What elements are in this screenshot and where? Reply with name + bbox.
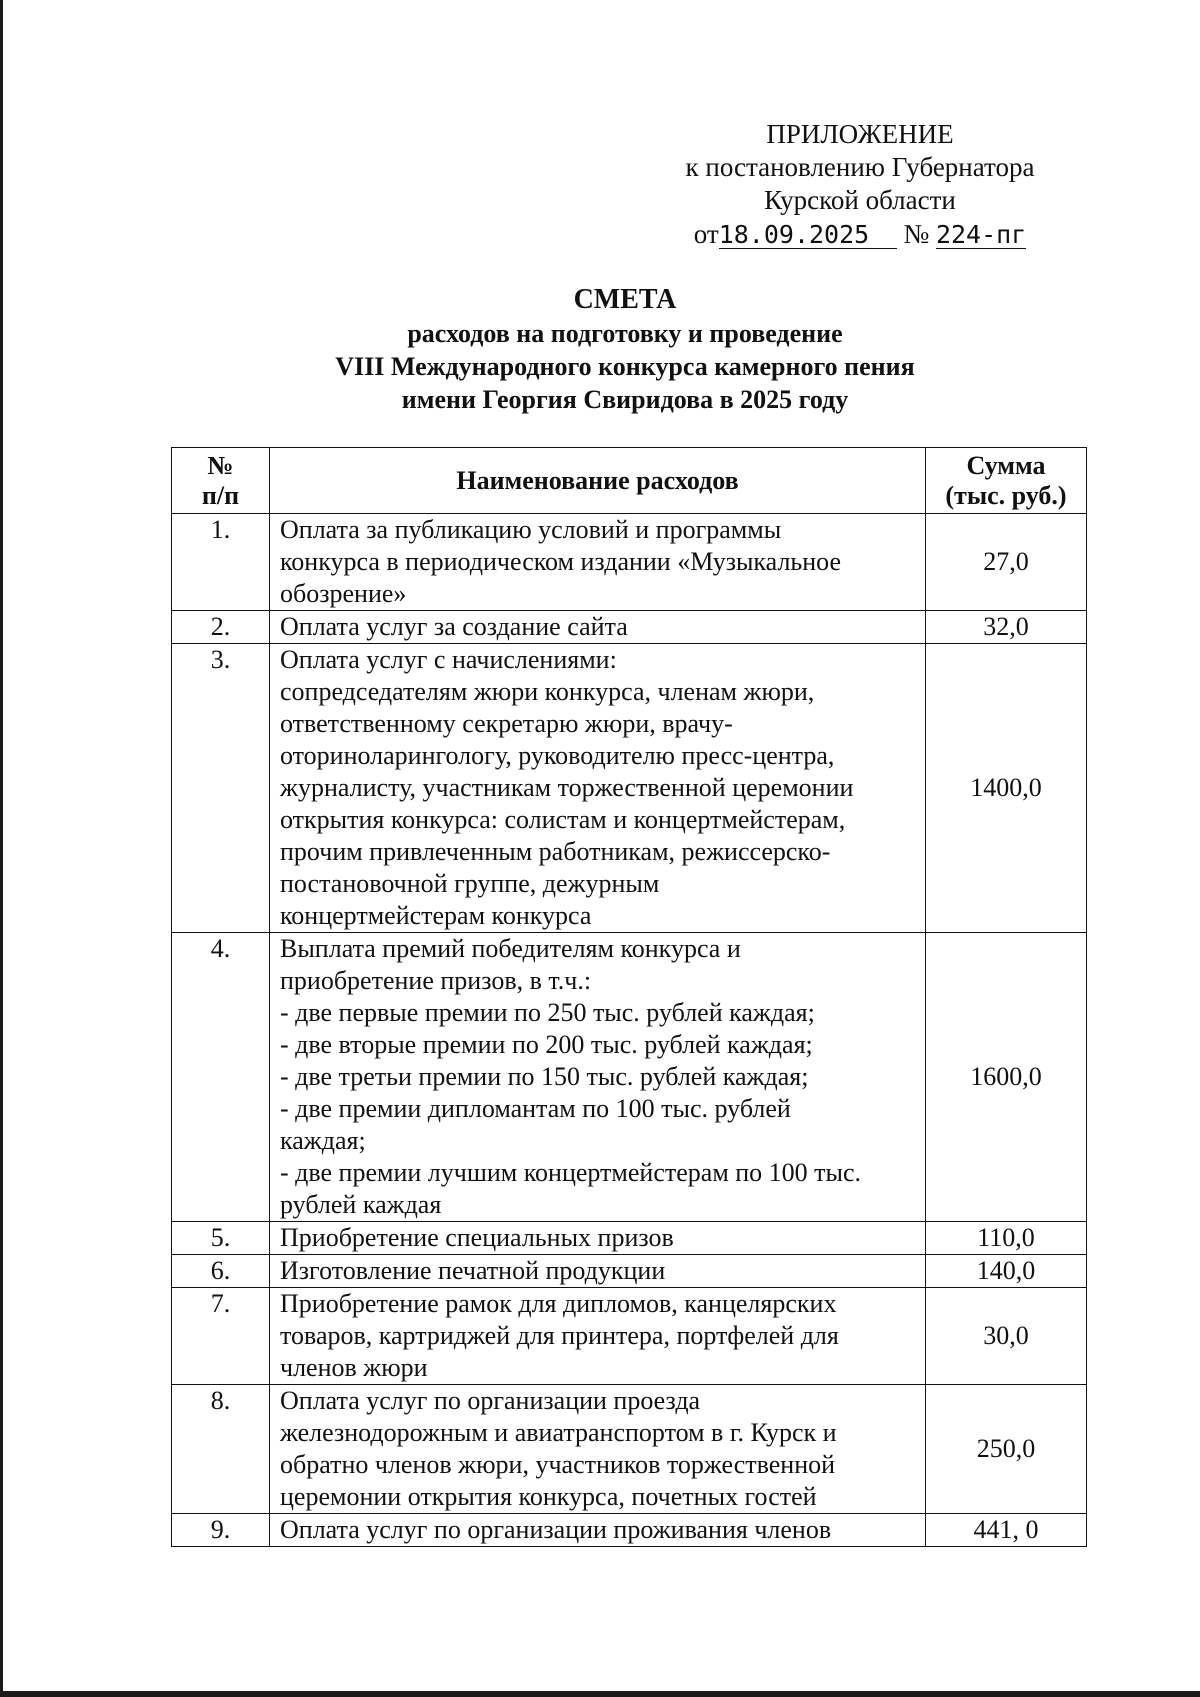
document-title	[160, 283, 1090, 416]
row-number: 6.	[172, 1255, 270, 1288]
decree-number: 224-пг	[935, 220, 1027, 249]
expense-name-line: Оплата за публикацию условий и программы	[280, 515, 782, 544]
expense-name-line: Оплата услуг по организации проезда	[280, 1386, 701, 1415]
expense-name-line: рублей каждая	[280, 1190, 442, 1219]
number-sign: №	[903, 219, 930, 249]
row-sum: 110,0	[926, 1222, 1087, 1255]
table-row	[172, 611, 1087, 644]
header-sum: Сумма (тыс. руб.)	[926, 448, 1087, 514]
table-row	[172, 514, 1087, 611]
row-expense-name	[270, 1222, 926, 1255]
title-line-3: имени Георгия Свиридова в 2025 году	[401, 385, 849, 414]
row-expense-name	[270, 1514, 926, 1547]
row-sum: 441, 0	[926, 1514, 1087, 1547]
expense-name-line: приобретение призов, в т.ч.:	[280, 966, 592, 995]
expense-name-line: ответственному секретарю жюри, врачу-	[280, 709, 733, 738]
row-expense-name	[270, 933, 926, 1222]
appendix-date-line	[640, 218, 1080, 251]
table-row	[172, 1288, 1087, 1385]
expense-name-line: - две вторые премии по 200 тыс. рублей каждая;	[280, 1030, 813, 1059]
row-number: 4.	[172, 933, 270, 1222]
scan-edge-bottom	[0, 1691, 1200, 1697]
row-sum: 1400,0	[926, 644, 1087, 933]
table-header-row	[172, 448, 1087, 514]
expense-name-line: Приобретение рамок для дипломов, канцелярских	[280, 1289, 837, 1318]
row-number: 2.	[172, 611, 270, 644]
title-line-2: VIII Международного конкурса камерного пения	[335, 352, 915, 381]
row-number: 3.	[172, 644, 270, 933]
row-expense-name	[270, 644, 926, 933]
expense-name-line: концертмейстерам конкурса	[280, 901, 592, 930]
title-main: СМЕТА	[573, 284, 677, 315]
appendix-header	[640, 118, 1080, 251]
table-row	[172, 1255, 1087, 1288]
row-number: 7.	[172, 1288, 270, 1385]
expense-name-line: обозрение»	[280, 579, 407, 608]
row-expense-name	[270, 1385, 926, 1514]
row-number: 1.	[172, 514, 270, 611]
row-sum: 27,0	[926, 514, 1087, 611]
expense-name-line: - две первые премии по 250 тыс. рублей каждая;	[280, 998, 815, 1027]
expense-name-line: прочим привлеченным работникам, режиссерско-	[280, 837, 831, 866]
row-expense-name	[270, 611, 926, 644]
appendix-region-line: Курской области	[764, 185, 956, 215]
table-row	[172, 644, 1087, 933]
expense-name-line: Оплата услуг по организации проживания членов	[280, 1515, 832, 1544]
row-number: 9.	[172, 1514, 270, 1547]
row-number: 5.	[172, 1222, 270, 1255]
expense-name-line: Выплата премий победителям конкурса и	[280, 934, 741, 963]
table-row	[172, 1514, 1087, 1547]
row-sum: 250,0	[926, 1385, 1087, 1514]
row-number: 8.	[172, 1385, 270, 1514]
expense-name-line: каждая;	[280, 1126, 366, 1155]
table-row	[172, 1222, 1087, 1255]
expense-name-line: Оплата услуг с начислениями:	[280, 645, 617, 674]
date-prefix: от	[693, 219, 719, 249]
row-sum: 32,0	[926, 611, 1087, 644]
expense-name-line: церемонии открытия конкурса, почетных гостей	[280, 1482, 817, 1511]
decree-date: 18.09.2025	[719, 222, 897, 249]
row-sum: 1600,0	[926, 933, 1087, 1222]
expense-name-line: железнодорожным и авиатранспортом в г. Курск и	[280, 1418, 837, 1447]
row-expense-name	[270, 514, 926, 611]
expense-name-line: постановочной группе, дежурным	[280, 869, 660, 898]
header-number: № п/п	[172, 448, 270, 514]
table-row	[172, 1385, 1087, 1514]
appendix-decree-line: к постановлению Губернатора	[685, 152, 1035, 182]
title-line-1: расходов на подготовку и проведение	[407, 319, 843, 348]
expense-name-line: товаров, картриджей для принтера, портфелей для	[280, 1321, 839, 1350]
expense-name-line: Оплата услуг за создание сайта	[280, 612, 628, 641]
appendix-title: ПРИЛОЖЕНИЕ	[766, 119, 954, 149]
table-body	[172, 514, 1087, 1547]
scan-edge-left	[0, 0, 3, 1697]
expense-name-line: обратно членов жюри, участников торжественной	[280, 1450, 836, 1479]
expense-name-line: Приобретение специальных призов	[280, 1223, 674, 1252]
expense-name-line: оториноларингологу, руководителю пресс-центра,	[280, 741, 835, 770]
expense-name-line: членов жюри	[280, 1353, 428, 1382]
expense-name-line: сопредседателям жюри конкурса, членам жюри,	[280, 677, 815, 706]
expense-name-line: - две третьи премии по 150 тыс. рублей каждая;	[280, 1062, 809, 1091]
expense-name-line: Изготовление печатной продукции	[280, 1256, 666, 1285]
expense-name-line: - две премии дипломантам по 100 тыс. рублей	[280, 1094, 791, 1123]
row-expense-name	[270, 1288, 926, 1385]
expense-name-line: конкурса в периодическом издании «Музыкальное	[280, 547, 842, 576]
row-sum: 140,0	[926, 1255, 1087, 1288]
expense-name-line: открытия конкурса: солистам и концертмейстерам,	[280, 805, 846, 834]
row-expense-name	[270, 1255, 926, 1288]
expense-name-line: - две премии лучшим концертмейстерам по 100 тыс.	[280, 1158, 862, 1187]
expense-name-line: журналисту, участникам торжественной церемонии	[280, 773, 854, 802]
header-name: Наименование расходов	[270, 448, 926, 514]
row-sum: 30,0	[926, 1288, 1087, 1385]
expense-table	[171, 447, 1087, 1547]
table-row	[172, 933, 1087, 1222]
